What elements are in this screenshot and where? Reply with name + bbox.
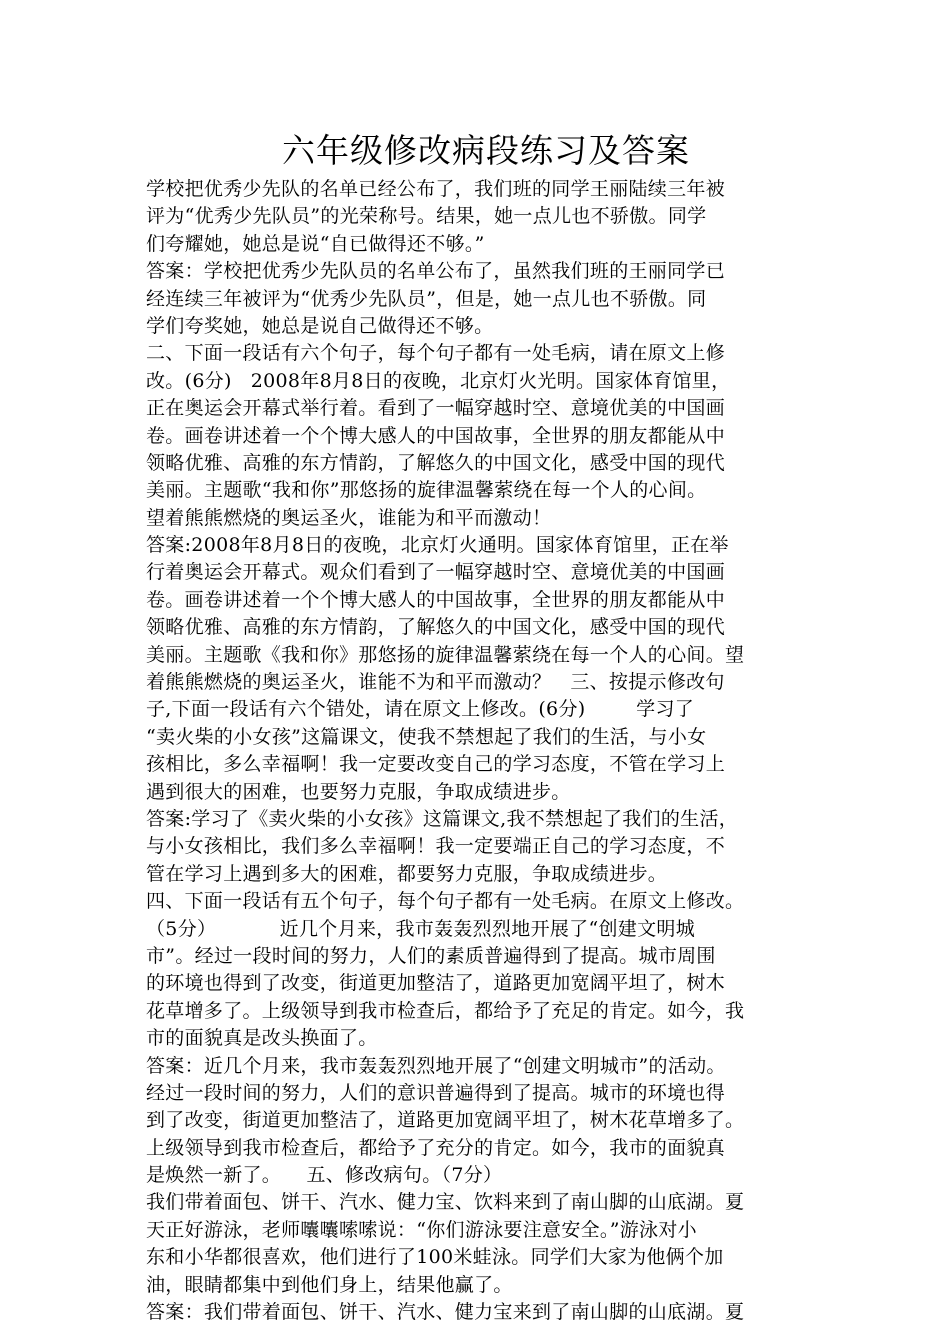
text-line: 答案:2008年8月8日的夜晚，北京灯火通明。国家体育馆里，正在举	[146, 534, 729, 557]
text-line: 答案：学校把优秀少先队员的名单公布了，虽然我们班的王丽同学已	[146, 260, 726, 283]
text-line: 领略优雅、高雅的东方情韵，了解悠久的中国文化，感受中国的现代	[146, 451, 726, 474]
text-line: 四、下面一段话有五个句子，每个句子都有一处毛病。在原文上修改。	[146, 890, 745, 913]
text-line: 改。(6分) 2008年8月8日的夜晚，北京灯火光明。国家体育馆里，	[146, 369, 731, 392]
text-line: “卖火柴的小女孩”这篇课文，使我不禁想起了我们的生活，与小女	[146, 725, 707, 748]
text-line: 领略优雅、高雅的东方情韵，了解悠久的中国文化，感受中国的现代	[146, 616, 726, 639]
text-line: 经过一段时间的努力，人们的意识普遍得到了提高。城市的环境也得	[146, 1081, 726, 1104]
text-line: 管在学习上遇到多大的困难，都要努力克服，争取成绩进步。	[146, 862, 668, 885]
text-line: 美丽。主题歌《我和你》那悠扬的旋律温馨萦绕在每一个人的心间。望	[146, 643, 745, 666]
text-line: 学校把优秀少先队的名单已经公布了，我们班的同学王丽陆续三年被	[146, 178, 726, 200]
text-line: 遇到很大的困难，也要努力克服，争取成绩进步。	[146, 780, 571, 803]
text-line: 着熊熊燃烧的奥运圣火，谁能不为和平而激动？ 三、按提示修改句	[146, 671, 725, 694]
text-line: 东和小华都很喜欢，他们进行了100米蛙泳。同学们大家为他俩个加	[146, 1246, 724, 1269]
text-line: 二、下面一段话有六个句子，每个句子都有一处毛病，请在原文上修	[146, 342, 726, 365]
text-line: 市的面貌真是改头换面了。	[146, 1027, 378, 1050]
text-line: 评为“优秀少先队员”的光荣称号。结果，她一点儿也不骄傲。同学	[146, 205, 707, 228]
text-line: 市”。经过一段时间的努力，人们的素质普遍得到了提高。城市周围	[146, 944, 716, 967]
document-body	[146, 176, 826, 1326]
text-line: 花草增多了。上级领导到我市检查后，都给予了充足的肯定。如今，我	[146, 999, 745, 1022]
document-title: 六年级修改病段练习及答案	[282, 131, 690, 170]
text-line: 答案：我们带着面包、饼干、汽水、健力宝来到了南山脚的山底湖。夏	[146, 1301, 745, 1324]
text-line: 子,下面一段话有六个错处，请在原文上修改。(6分) 学习了	[146, 698, 695, 721]
text-line: 到了改变，街道更加整洁了，道路更加宽阔平坦了，树木花草增多了。	[146, 1109, 745, 1132]
text-line: 与小女孩相比，我们多么幸福啊！我一定要端正自己的学习态度，不	[146, 835, 726, 858]
text-line: 经连续三年被评为“优秀少先队员”，但是，她一点儿也不骄傲。同	[146, 287, 707, 310]
document-page	[146, 128, 826, 1326]
text-line: 的环境也得到了改变，街道更加整洁了，道路更加宽阔平坦了，树木	[146, 972, 726, 995]
text-line: 学们夸奖她，她总是说自己做得还不够。	[146, 314, 494, 337]
text-line: 卷。画卷讲述着一个个博大感人的中国故事，全世界的朋友都能从中	[146, 424, 726, 447]
text-line: （5分） 近几个月来，我市轰轰烈烈地开展了“创建文明城	[146, 917, 695, 940]
text-line: 望着熊熊燃烧的奥运圣火，谁能为和平而激动！	[146, 506, 552, 529]
text-line: 行着奥运会开幕式。观众们看到了一幅穿越时空、意境优美的中国画	[146, 561, 726, 584]
text-line: 正在奥运会开幕式举行着。看到了一幅穿越时空、意境优美的中国画	[146, 397, 726, 420]
text-line: 天正好游泳，老师囔囔嗦嗦说：“你们游泳要注意安全。”游泳对小	[146, 1218, 697, 1241]
text-line: 答案:学习了《卖火柴的小女孩》这篇课文,我不禁想起了我们的生活，	[146, 807, 739, 830]
text-line: 美丽。主题歌“我和你”那悠扬的旋律温馨萦绕在每一个人的心间。	[146, 479, 707, 502]
text-line: 孩相比，多么幸福啊！我一定要改变自己的学习态度，不管在学习上	[146, 753, 726, 776]
text-line: 是焕然一新了。 五、修改病句。（7分）	[146, 1164, 503, 1187]
text-line: 上级领导到我市检查后，都给予了充分的肯定。如今，我市的面貌真	[146, 1136, 726, 1159]
text-line: 们夸耀她，她总是说“自已做得还不够。”	[146, 232, 485, 255]
text-line: 答案：近几个月来，我市轰轰烈烈地开展了“创建文明城市”的活动。	[146, 1054, 726, 1077]
text-line: 油，眼睛都集中到他们身上，结果他赢了。	[146, 1273, 513, 1296]
text-line: 卷。画卷讲述着一个个博大感人的中国故事，全世界的朋友都能从中	[146, 588, 726, 611]
text-line: 我们带着面包、饼干、汽水、健力宝、饮料来到了南山脚的山底湖。夏	[146, 1191, 745, 1214]
